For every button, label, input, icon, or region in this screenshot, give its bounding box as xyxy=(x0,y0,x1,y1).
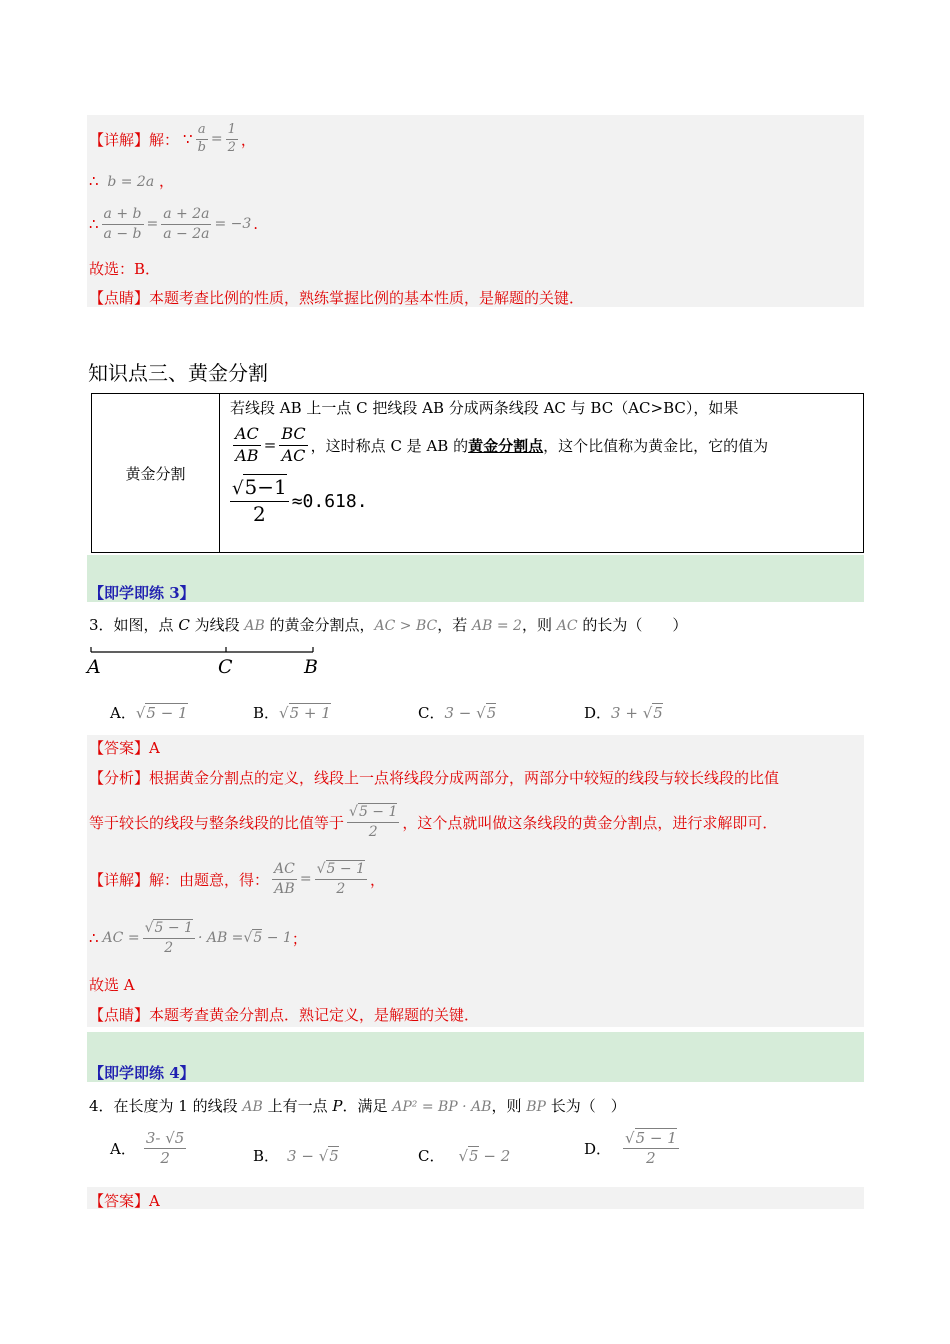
option-4d[interactable]: D． $\frac{√5 - 1}{2}$ xyxy=(584,1129,677,1168)
golden-point-term: 黄金分割点 xyxy=(468,436,544,455)
fraction-one-half: $\frac{1}{2}$ xyxy=(227,121,236,155)
detail-line-1: 【详解】 解： ∵ $\frac{a}{b}$ = $\frac{1}{2}$ ， xyxy=(89,121,256,155)
option-4b[interactable]: B． 3 − √5 xyxy=(253,1147,339,1165)
question-3: 3．如图，点 C 为线段 AB 的黄金分割点，AC > BC，若 AB = 2，则 AC 的长为（ ） xyxy=(89,616,688,634)
option-a[interactable]: A．√5 − 1 xyxy=(110,704,188,722)
fraction-analysis: $\frac{√5 - 1}{2}$ xyxy=(349,804,398,840)
fraction-ac-ab-detail: $\frac{AC}{AB}$ xyxy=(274,861,295,897)
practice-3-header-band xyxy=(87,555,864,602)
fraction-sum-diff: $\frac{a + b}{a - b}$ xyxy=(103,206,142,242)
fraction-bc-ac: $\frac{BC}{AC}$ xyxy=(281,424,306,465)
fraction-substituted: $\frac{a + 2a}{a - 2a}$ xyxy=(163,206,210,242)
detail-line-2: ∴ b = 2a ， xyxy=(89,172,174,190)
table-right-cell xyxy=(220,394,864,553)
point-label: 【点睛】 xyxy=(89,289,150,307)
because-symbol: ∵ xyxy=(183,130,193,148)
point-line-3: 【点睛】本题考查黄金分割点．熟记定义，是解题的关键． xyxy=(89,1006,480,1024)
option-d[interactable]: D．3 + √5 xyxy=(584,704,663,722)
equation-b-2a: b = 2a xyxy=(107,174,155,190)
segment-diagram xyxy=(85,642,325,682)
fraction-a-over-b: $\frac{a}{b}$ xyxy=(197,121,206,155)
point-label-a: A xyxy=(87,656,101,678)
golden-section-table xyxy=(91,393,864,553)
analysis-line-2: 等于较长的线段与整条线段的比值等于 $\frac{√5 - 1}{2}$ ，这个点就叫做这条线段的黄金分割点，进行求解即可． xyxy=(89,804,778,840)
fraction-golden: $\frac{√5-1}{2}$ xyxy=(232,475,287,526)
point-label-b: B xyxy=(304,656,318,678)
detail-line-3b: ∴ AC = $\frac{√5 - 1}{2}$ · AB = √5 − 1 ； xyxy=(89,920,307,956)
point-text: 本题考查比例的性质，熟练掌握比例的基本性质，是解题的关键． xyxy=(149,289,585,307)
definition-line-2: $\frac{AC}{AB}$ = $\frac{BC}{AC}$ ，这时称点 C 是 AB 的 黄金分割点 ，这个比值称为黄金比，它的值为 xyxy=(235,424,769,465)
point-label-c: C xyxy=(218,656,233,678)
detail-line-3a: 【详解】 解：由题意，得： $\frac{AC}{AB}$ = $\frac{√5 - 1}{2}$ ， xyxy=(89,861,385,897)
option-4a[interactable]: A． $\frac{3- √5}{2}$ xyxy=(110,1129,185,1168)
definition-line-1: 若线段 AB 上一点 C 把线段 AB 分成两条线段 AC 与 BC（AC>BC），如果 xyxy=(230,399,739,417)
solution-block-4 xyxy=(87,1187,864,1209)
detail-text: 解： xyxy=(149,130,180,149)
fraction-calc: $\frac{√5 - 1}{2}$ xyxy=(144,920,193,956)
point-line xyxy=(89,287,584,308)
option-c[interactable]: C．3 − √5 xyxy=(418,704,497,722)
practice-3-header: 【即学即练 3】 xyxy=(89,584,195,602)
answer-line-4: 【答案】A xyxy=(89,1192,160,1210)
practice-4-header-band xyxy=(87,1032,864,1082)
table-left-cell: 黄金分割 xyxy=(92,394,220,553)
option-4c[interactable]: C． √5 − 2 xyxy=(418,1147,511,1165)
answer-choice: 故选：B． xyxy=(89,260,161,278)
golden-ratio-value: $\frac{√5-1}{2}$ ≈0.618. xyxy=(232,475,368,526)
analysis-line-1: 【分析】根据黄金分割点的定义，线段上一点将线段分成两部分，两部分中较短的线段与较长线段的比值 xyxy=(89,769,780,787)
choose-line-3: 故选 A xyxy=(89,976,135,994)
fraction-golden-detail: $\frac{√5 - 1}{2}$ xyxy=(316,861,365,897)
section-title: 知识点三、黄金分割 xyxy=(88,361,268,385)
answer-line-3: 【答案】A xyxy=(89,739,160,757)
detail-line-3: ∴ $\frac{a + b}{a - b}$ = $\frac{a + 2a}{a - 2a}$ = −3 . xyxy=(89,206,259,242)
therefore-symbol: ∴ xyxy=(89,172,99,190)
fraction-ac-ab: $\frac{AC}{AB}$ xyxy=(235,424,259,465)
question-4: 4．在长度为 1 的线段 AB 上有一点 P．满足 AP² = BP · AB，则 BP 长为（ ） xyxy=(89,1097,626,1115)
practice-4-header: 【即学即练 4】 xyxy=(89,1064,195,1082)
detail-label: 【详解】 xyxy=(89,130,150,149)
option-b[interactable]: B．√5 + 1 xyxy=(253,704,331,722)
